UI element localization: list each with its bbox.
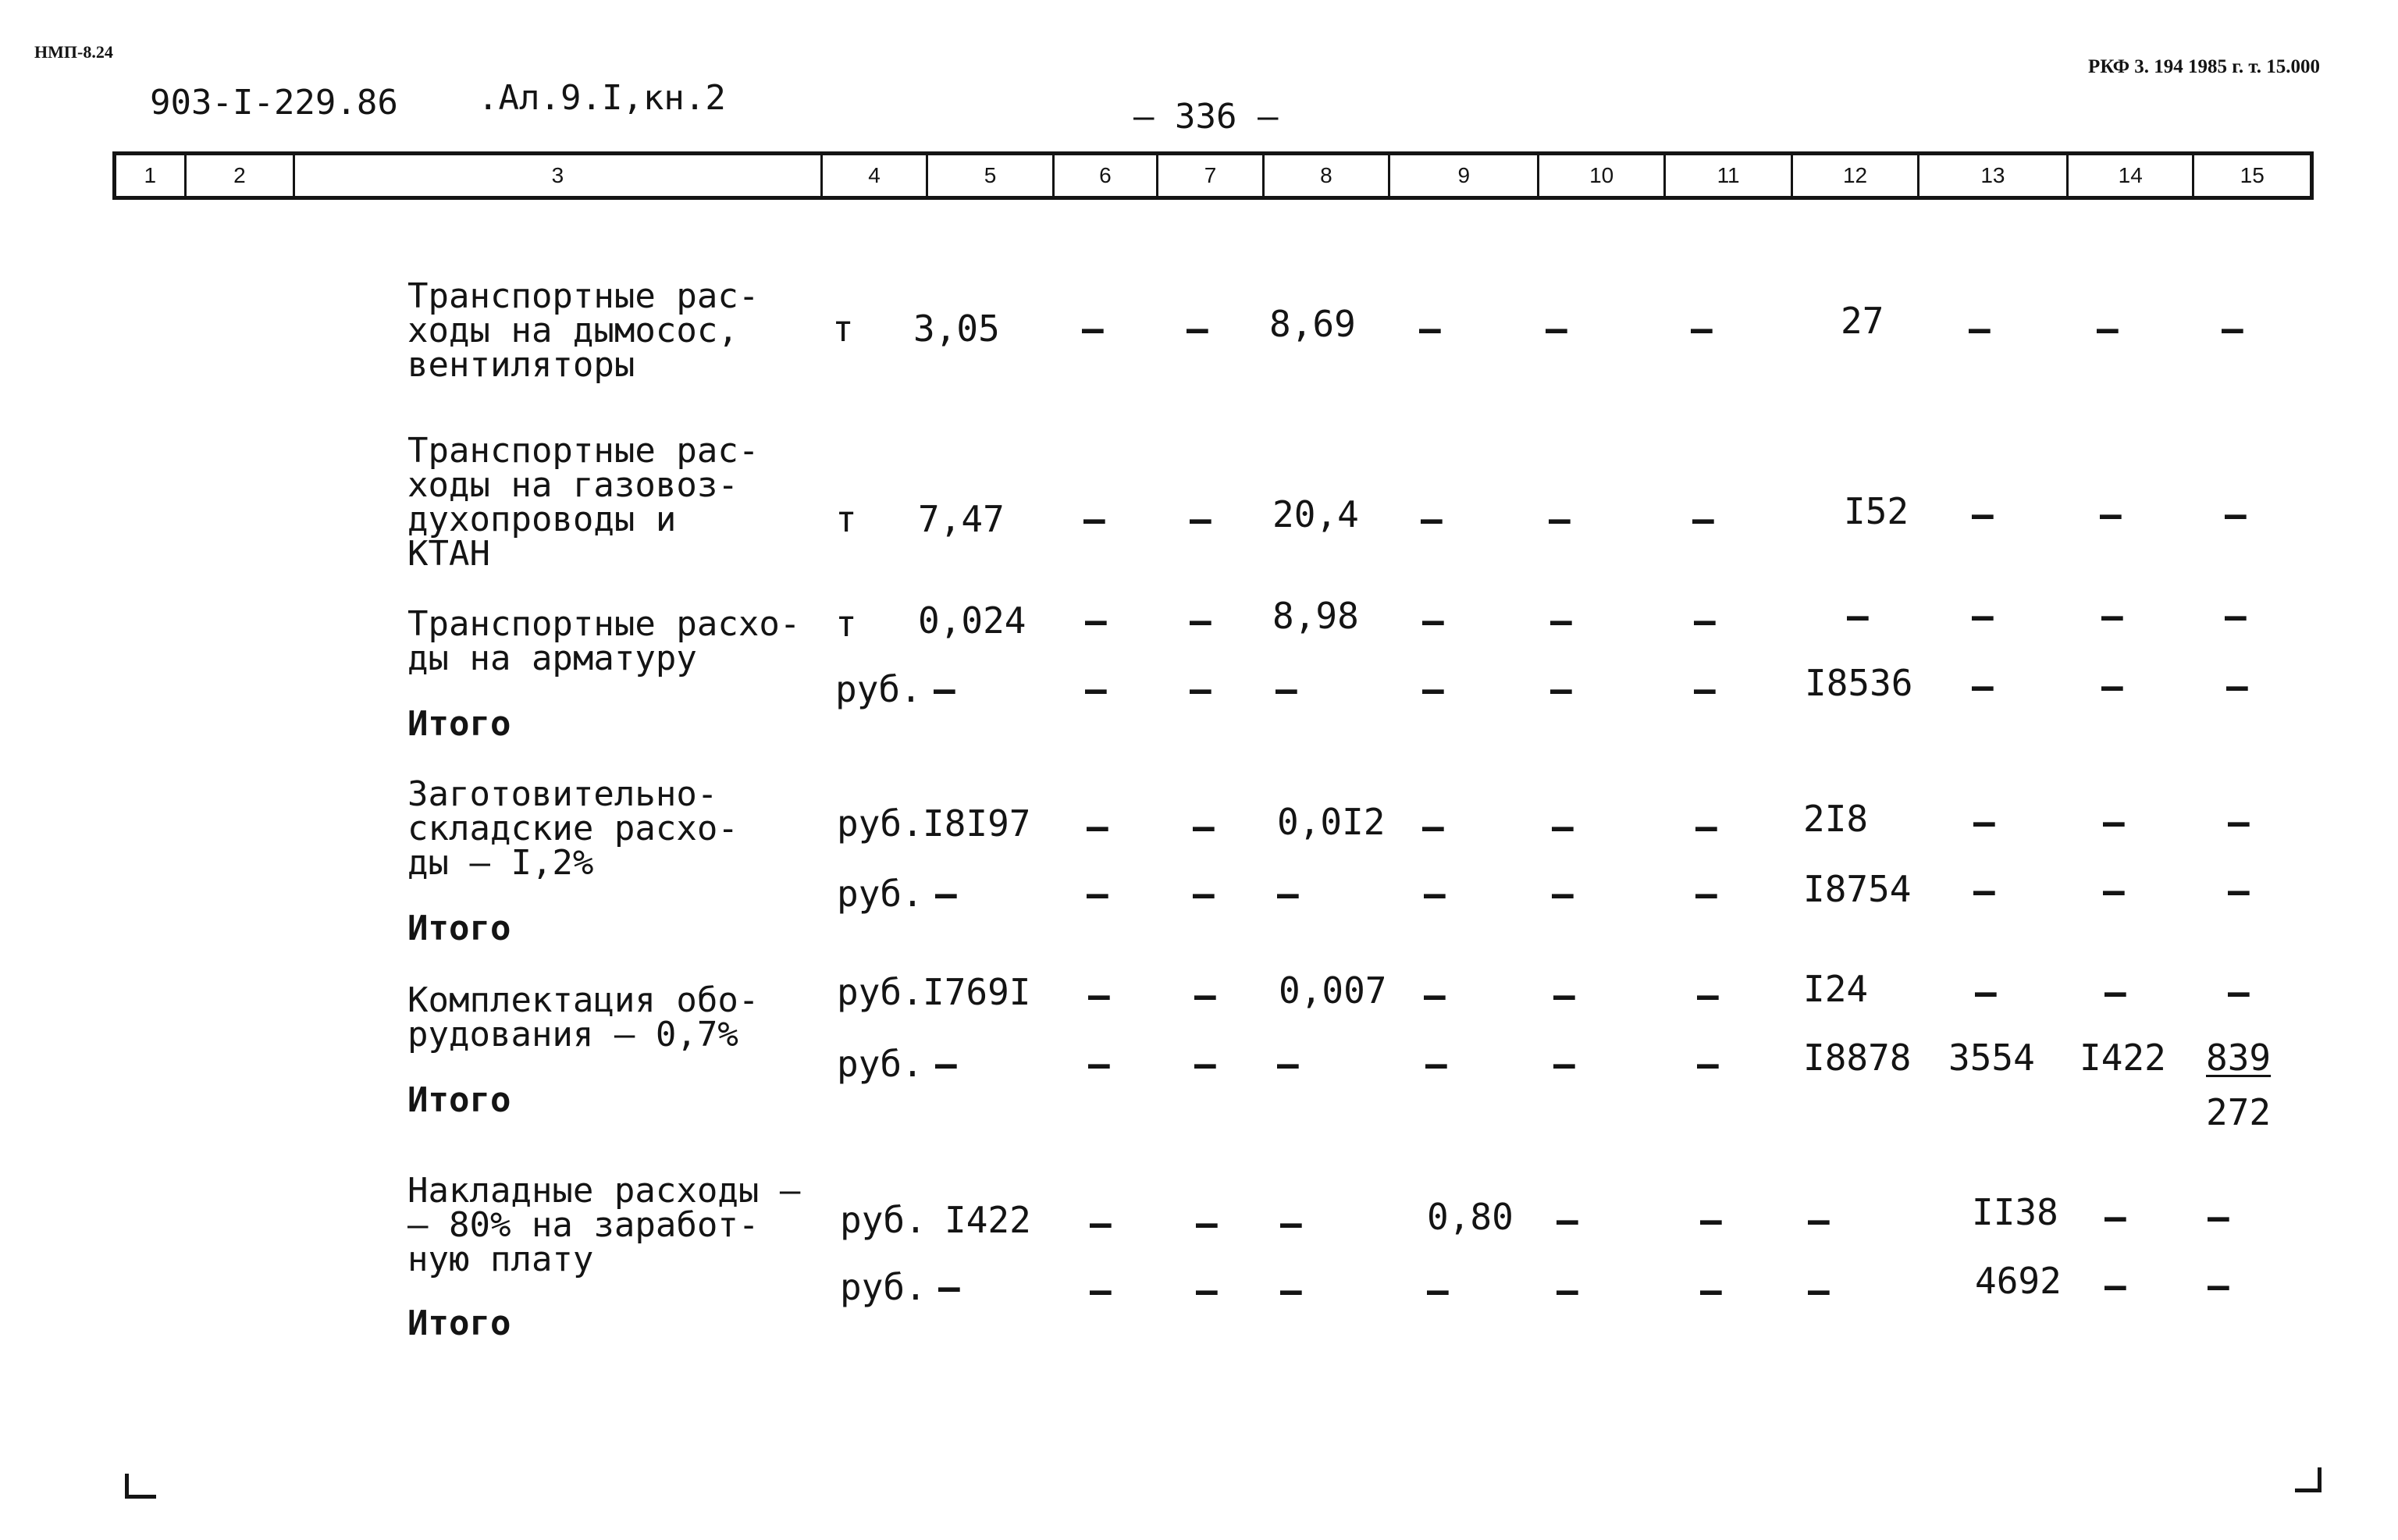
- value-cell: –: [1422, 599, 1444, 642]
- value-cell: –: [1550, 668, 1572, 710]
- stamp-right: РКФ 3. 194 1985 г. т. 15.000: [2088, 56, 2320, 77]
- value-cell: 8,98: [1272, 595, 1359, 637]
- value-cell: –: [935, 1043, 957, 1085]
- column-header: 11: [1666, 155, 1793, 196]
- column-header: 4: [823, 155, 929, 196]
- value-cell: –: [1090, 1202, 1112, 1244]
- value-cell: –: [1419, 308, 1441, 350]
- value-cell: –: [1424, 974, 1446, 1016]
- value-cell: –: [1194, 974, 1216, 1016]
- unit-cell: т: [832, 308, 854, 350]
- value-cell: –: [2226, 665, 2248, 707]
- value-cell: –: [2101, 595, 2123, 637]
- value-cell: –: [1550, 599, 1572, 642]
- crop-mark-bottom-left: [125, 1474, 156, 1499]
- value-cell: –: [1190, 498, 1211, 540]
- column-header: 15: [2240, 163, 2265, 187]
- document-reference: .Ал.9.I,кн.2: [478, 78, 726, 118]
- value-cell: 3,05: [913, 308, 1000, 350]
- unit-cell: руб.: [837, 873, 923, 915]
- value-cell: II38: [1972, 1191, 2058, 1233]
- value-cell: –: [1557, 1269, 1578, 1311]
- column-header: 2: [187, 155, 296, 196]
- value-cell: –: [1973, 870, 1995, 912]
- value-cell: –: [1700, 1199, 1722, 1241]
- value-cell: –: [1694, 668, 1716, 710]
- unit-cell: руб.: [837, 1043, 923, 1085]
- value-cell: –: [1972, 493, 1994, 535]
- value-cell: –: [1424, 873, 1446, 915]
- value-cell: –: [2225, 493, 2247, 535]
- value-cell: –: [1549, 498, 1571, 540]
- value-cell: –: [1808, 1199, 1830, 1241]
- column-header: 13: [1919, 155, 2069, 196]
- value-cell: –: [2228, 971, 2250, 1013]
- value-cell: 7,47: [918, 498, 1005, 540]
- value-cell: –: [1425, 1043, 1447, 1085]
- row-label: Транспортные рас- ходы на дымосос, вентиляторы: [407, 276, 760, 385]
- row-label: Итого: [407, 909, 511, 948]
- stamp-left: НМП-8.24: [34, 42, 113, 62]
- value-cell: –: [1557, 1199, 1578, 1241]
- value-cell: –: [1280, 1269, 1302, 1311]
- unit-cell: руб.: [837, 802, 923, 845]
- unit-cell: руб.: [840, 1199, 927, 1241]
- value-cell: –: [2222, 308, 2243, 350]
- value-cell: I769I: [923, 971, 1031, 1013]
- value-cell: –: [1277, 1043, 1299, 1085]
- column-header: 3: [295, 155, 823, 196]
- value-cell: 0,024: [918, 599, 1026, 642]
- value-cell: 8,69: [1269, 303, 1356, 345]
- unit-cell: т: [835, 603, 857, 645]
- value-cell: –: [1969, 308, 1991, 350]
- value-cell: I8754: [1803, 868, 1912, 910]
- value-cell: 20,4: [1272, 493, 1359, 535]
- value-cell: –: [2100, 493, 2122, 535]
- value-cell-numerator: 839: [2206, 1037, 2272, 1079]
- value-cell: –: [1277, 873, 1299, 915]
- row-label: Итого: [407, 1080, 511, 1120]
- row-label: Заготовительно- складские расхо- ды – I,2%: [407, 774, 738, 883]
- column-header: 5: [928, 155, 1054, 196]
- value-cell: –: [1972, 595, 1994, 637]
- value-cell: –: [1187, 308, 1208, 350]
- value-cell: –: [1697, 1043, 1719, 1085]
- value-cell: –: [1422, 806, 1444, 848]
- unit-cell: т: [835, 498, 857, 540]
- value-cell: –: [934, 668, 955, 710]
- value-cell: –: [1973, 801, 1995, 843]
- column-header: 10: [1539, 155, 1665, 196]
- value-cell: –: [1427, 1269, 1449, 1311]
- column-header-row: [112, 151, 2314, 200]
- value-cell: –: [1280, 1202, 1302, 1244]
- value-cell: I422: [945, 1199, 1031, 1241]
- value-cell: –: [2104, 1196, 2126, 1238]
- row-label: Комплектация обо- рудования – 0,7%: [407, 980, 760, 1055]
- value-cell: –: [1088, 974, 1110, 1016]
- value-cell: –: [1194, 1043, 1216, 1085]
- value-cell: –: [1552, 873, 1574, 915]
- row-label: Транспортные расхо- ды на арматуру: [407, 604, 801, 678]
- value-cell: –: [1196, 1269, 1218, 1311]
- column-header: 14: [2069, 155, 2194, 196]
- value-cell: –: [2103, 870, 2125, 912]
- value-cell: I8I97: [923, 802, 1031, 845]
- value-cell: –: [1975, 971, 1997, 1013]
- value-cell: –: [1193, 806, 1215, 848]
- value-cell: –: [2097, 308, 2119, 350]
- value-cell: –: [2208, 1264, 2229, 1307]
- value-cell: –: [1972, 665, 1994, 707]
- value-cell: –: [1553, 974, 1575, 1016]
- value-cell: –: [1694, 599, 1716, 642]
- value-cell: I8878: [1803, 1037, 1912, 1079]
- value-cell: 27: [1841, 300, 1884, 342]
- value-cell: 0,0I2: [1277, 801, 1386, 843]
- value-cell: –: [2228, 870, 2250, 912]
- value-cell: –: [1082, 308, 1104, 350]
- value-cell: –: [935, 873, 957, 915]
- value-cell: –: [938, 1266, 960, 1308]
- value-cell: –: [2103, 801, 2125, 843]
- value-cell: I8536: [1805, 662, 1913, 704]
- value-cell: –: [2104, 971, 2126, 1013]
- value-cell: –: [1546, 308, 1567, 350]
- value-cell: –: [1700, 1269, 1722, 1311]
- value-cell: –: [1552, 806, 1574, 848]
- value-cell: –: [1695, 873, 1717, 915]
- column-header: 6: [1055, 155, 1159, 196]
- row-label: Накладные расходы – – 80% на заработ- ную плату: [407, 1171, 801, 1279]
- value-cell: 0,80: [1427, 1196, 1514, 1238]
- value-cell: –: [1695, 806, 1717, 848]
- value-cell: –: [2101, 665, 2123, 707]
- value-cell: –: [1808, 1269, 1830, 1311]
- unit-cell: руб.: [837, 971, 923, 1013]
- value-cell: –: [1190, 599, 1211, 642]
- value-cell: –: [1692, 498, 1714, 540]
- value-cell: –: [1422, 668, 1444, 710]
- value-cell: 2I8: [1803, 798, 1869, 840]
- row-label: Итого: [407, 704, 511, 744]
- value-cell: I24: [1803, 968, 1869, 1010]
- value-cell: –: [2104, 1264, 2126, 1307]
- value-cell: –: [2228, 801, 2250, 843]
- column-header: 9: [1390, 155, 1539, 196]
- value-cell: 0,007: [1279, 969, 1387, 1012]
- value-cell: –: [1193, 873, 1215, 915]
- crop-mark-bottom-right: [2295, 1467, 2322, 1492]
- unit-cell: руб.: [835, 668, 922, 710]
- value-cell: –: [2208, 1196, 2229, 1238]
- value-cell: –: [1847, 595, 1869, 637]
- value-cell: I52: [1844, 490, 1909, 532]
- value-cell: 3554: [1948, 1037, 2035, 1079]
- value-cell: –: [1087, 806, 1108, 848]
- column-header: 8: [1265, 155, 1390, 196]
- unit-cell: руб.: [840, 1266, 927, 1308]
- value-cell: –: [1697, 974, 1719, 1016]
- value-cell: –: [1085, 599, 1107, 642]
- value-cell: –: [1085, 668, 1107, 710]
- value-cell: –: [1088, 1043, 1110, 1085]
- column-header: 1: [116, 155, 187, 196]
- value-cell: –: [1275, 668, 1297, 710]
- value-cell: –: [2225, 595, 2247, 637]
- value-cell: I422: [2080, 1037, 2166, 1079]
- column-header: 7: [1158, 155, 1265, 196]
- value-cell: –: [1087, 873, 1108, 915]
- value-cell-denominator: 272: [2206, 1091, 2272, 1133]
- document-code: 903-I-229.86: [150, 83, 398, 123]
- row-label: Итого: [407, 1303, 511, 1343]
- value-cell: –: [1691, 308, 1713, 350]
- column-header: 12: [1793, 155, 1919, 196]
- value-cell: –: [1083, 498, 1105, 540]
- value-cell: –: [1421, 498, 1443, 540]
- row-label: Транспортные рас- ходы на газовоз- духопроводы и КТАН: [407, 431, 760, 574]
- page-number: — 336 —: [1133, 97, 1279, 137]
- value-cell: –: [1090, 1269, 1112, 1311]
- value-cell: –: [1196, 1202, 1218, 1244]
- value-cell: –: [1190, 668, 1211, 710]
- value-cell: –: [1553, 1043, 1575, 1085]
- value-cell: 4692: [1975, 1260, 2062, 1302]
